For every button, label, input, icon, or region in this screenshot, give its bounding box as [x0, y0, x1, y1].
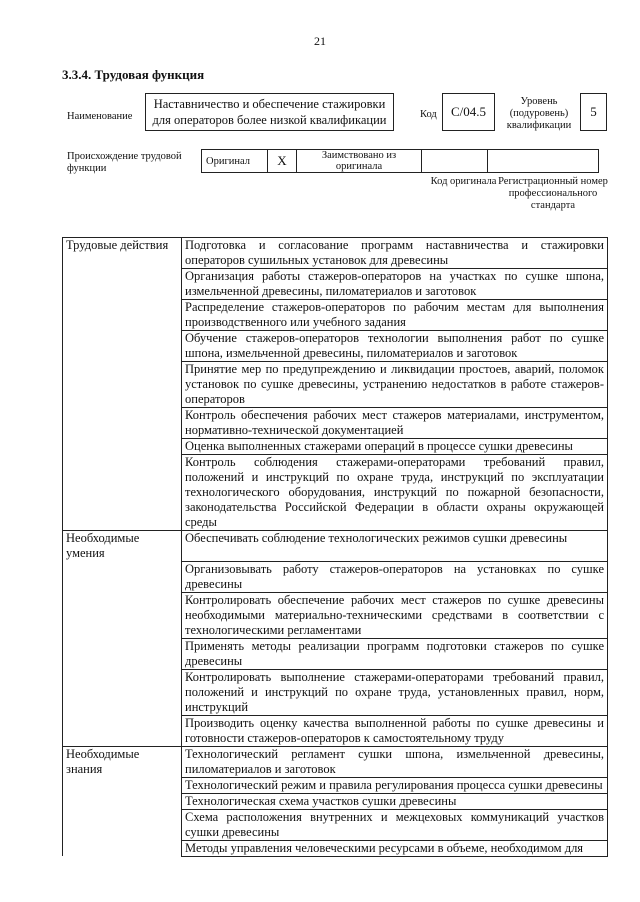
original-mark: X: [277, 153, 287, 168]
table-row: [63, 269, 608, 300]
table-row: [63, 669, 608, 715]
table-row: [63, 793, 608, 809]
table-row: [63, 362, 608, 408]
labor-function-table: [62, 237, 608, 857]
table-cell: Технологический режим и правила регулирования процесса сушки древесины: [182, 777, 608, 793]
table-cell: Подготовка и согласование программ наставничества и стажировки операторов сушильных установок для древесины: [182, 238, 608, 269]
table-cell: Организовывать работу стажеров-операторов на установках по сушке древесины: [182, 561, 608, 592]
section-title-cell: [63, 531, 182, 562]
code-value-box: [442, 93, 495, 131]
table-row: [63, 439, 608, 455]
level-value-box: [580, 93, 607, 131]
table-row: [63, 840, 608, 856]
section-title-cell-continued: [63, 840, 182, 856]
section-title-cell-continued: [63, 669, 182, 715]
section-title-cell-continued: [63, 793, 182, 809]
table-cell: Контроль соблюдения стажерами-операторами требований правил, положений и инструкций по охране труда, инструкций по эксплуатации технологического оборудования, инструкций по пожарной безопасности, законодательства Российской Федерации в области охраны окружающей среды: [182, 455, 608, 531]
original-label: Оригинал: [206, 155, 250, 167]
level-value: 5: [590, 104, 597, 119]
section-title-cell-continued: [63, 439, 182, 455]
page-number: 21: [314, 34, 326, 48]
section-title: Необходимые умения: [66, 531, 140, 560]
section-title-cell-continued: [63, 638, 182, 669]
section-title-cell-continued: [63, 592, 182, 638]
section-title-cell-continued: [63, 809, 182, 840]
table-cell: Применять методы реализации программ подготовки стажеров по сушке древесины: [182, 638, 608, 669]
code-original-label: Код оригинала: [430, 176, 497, 187]
borrowed-label: Заимствовано из оригинала: [321, 150, 397, 172]
original-mark-cell: [268, 150, 297, 173]
section-title-cell-continued: [63, 331, 182, 362]
table-cell: Обеспечивать соблюдение технологических режимов сушки древесины: [182, 531, 608, 562]
code-original-cell: [422, 150, 488, 173]
section-title-cell: [63, 238, 182, 269]
table-row: [63, 331, 608, 362]
table-cell: Оценка выполненных стажерами операций в процессе сушки древесины: [182, 439, 608, 455]
section-heading: 3.3.4. Трудовая функция: [62, 67, 205, 82]
code-value: C/04.5: [450, 104, 487, 119]
name-label: Наименование: [67, 111, 133, 122]
section-title-cell-continued: [63, 269, 182, 300]
name-value: Наставничество и обеспечение стажировки для операторов более низкой квалификации: [152, 97, 387, 127]
table-cell: Распределение стажеров-операторов по рабочим местам для выполнения производственного или учебного задания: [182, 300, 608, 331]
borrowed-label-cell: [297, 150, 422, 173]
table-cell: Организация работы стажеров-операторов на участках по сушке шпона, измельченной древесины, пиломатериалов и заготовок: [182, 269, 608, 300]
level-label-line-2: (подуровень): [509, 108, 569, 119]
level-label-line-3: квалификации: [506, 120, 572, 131]
section-title-cell-continued: [63, 715, 182, 746]
table-row: [63, 638, 608, 669]
table-row: [63, 561, 608, 592]
table-row: [63, 408, 608, 439]
level-label-line-1: Уровень: [520, 96, 558, 107]
section-title-cell-continued: [63, 362, 182, 408]
level-label: [503, 96, 575, 132]
table-row: [63, 455, 608, 531]
section-title-cell-continued: [63, 561, 182, 592]
table-cell: Обучение стажеров-операторов технологии выполнения работ по сушке шпона, измельченной древесины, пиломатериалов и заготовок: [182, 331, 608, 362]
section-title-cell-continued: [63, 408, 182, 439]
table-row: [63, 777, 608, 793]
reg-number-cell: [488, 150, 599, 173]
table-row: [63, 592, 608, 638]
table-cell: Контроль обеспечения рабочих мест стажеров материалами, инструментом, нормативно-технической документацией: [182, 408, 608, 439]
reg-number-label: Регистрационный номер профессионального стандарта: [498, 176, 608, 211]
table-row: [63, 531, 608, 562]
table-cell: Производить оценку качества выполненной работы по сушке древесины и готовности стажеров-операторов к самостоятельному труду: [182, 715, 608, 746]
table-row: [63, 746, 608, 777]
table-cell: Технологическая схема участков сушки древесины: [182, 793, 608, 809]
section-title: Трудовые действия: [66, 238, 169, 252]
table-cell: Схема расположения внутренних и межцеховых коммуникаций участков сушки древесины: [182, 809, 608, 840]
section-title-cell: [63, 746, 182, 777]
table-cell: Контролировать выполнение стажерами-операторами требований правил, положений и инструкций по охране труда, установленных правил, норм, инструкций: [182, 669, 608, 715]
origin-table: [201, 149, 599, 173]
table-row: [63, 300, 608, 331]
origin-label: Происхождение трудовой функции: [67, 151, 182, 174]
section-title: Необходимые знания: [66, 746, 140, 776]
code-label: Код: [420, 109, 437, 120]
section-title-cell-continued: [63, 300, 182, 331]
name-value-box: [145, 93, 394, 131]
table-cell: Контролировать обеспечение рабочих мест стажеров по сушке древесины необходимыми материально-техническими средствами в соответствии с технологическими регламентами: [182, 592, 608, 638]
original-label-cell: [202, 150, 268, 173]
table-row: [63, 238, 608, 269]
table-cell: Методы управления человеческими ресурсами в объеме, необходимом для: [182, 840, 608, 856]
table-cell: Принятие мер по предупреждению и ликвидации простоев, аварий, поломок установок по сушке древесины, устранению недостатков в работе стажеров-операторов: [182, 362, 608, 408]
section-title-cell-continued: [63, 455, 182, 531]
table-row: [63, 809, 608, 840]
table-row: [63, 715, 608, 746]
section-title-cell-continued: [63, 777, 182, 793]
table-cell: Технологический регламент сушки шпона, измельченной древесины, пиломатериалов и заготовок: [182, 746, 608, 777]
